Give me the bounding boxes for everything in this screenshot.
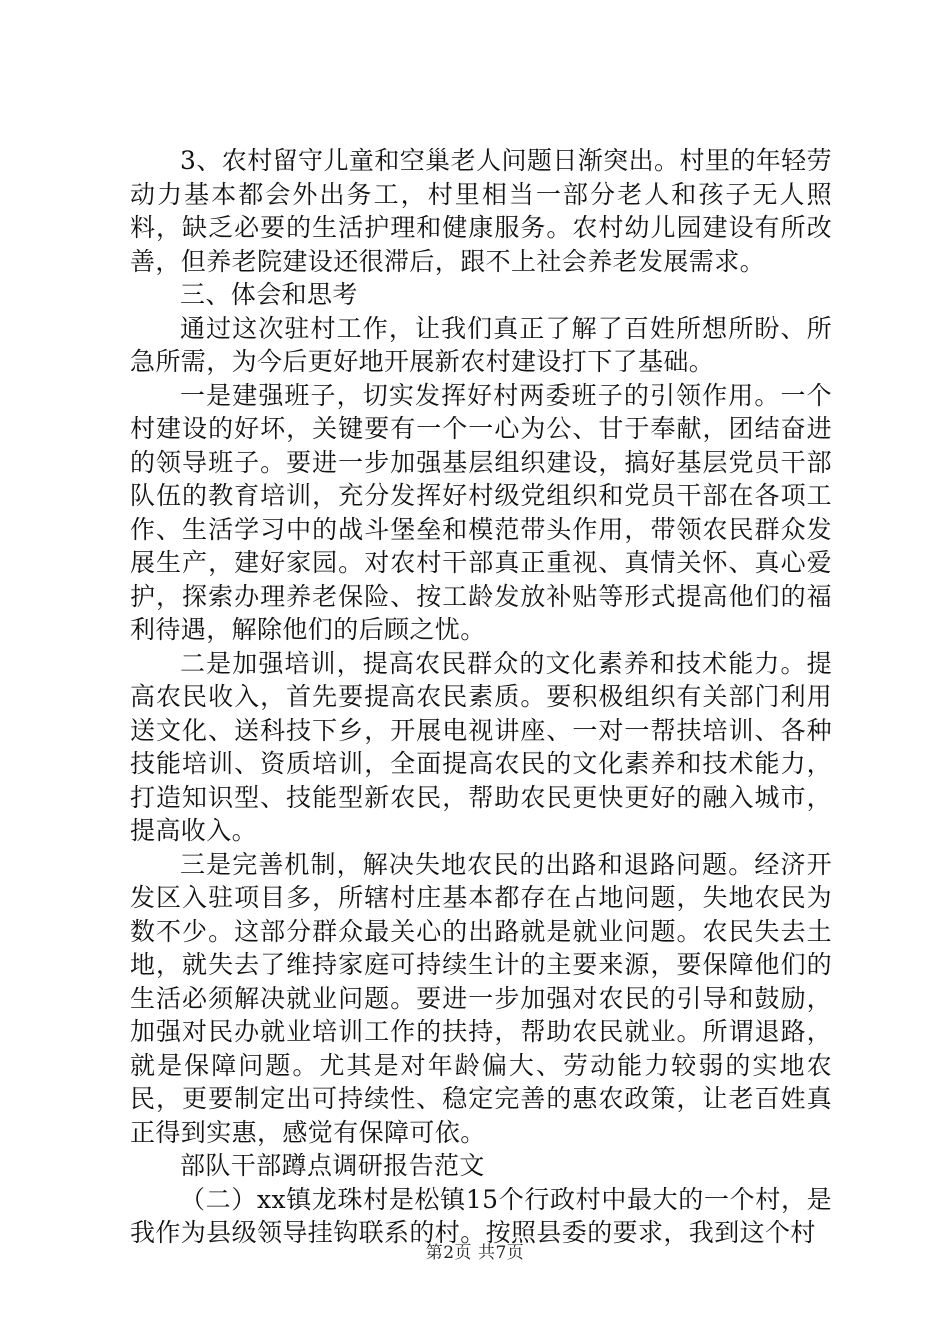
- document-body: [130, 144, 832, 1250]
- paragraph-improve-mechanism: 三是完善机制，解决失地农民的出路和退路问题。经济开发区入驻项目多，所辖村庄基本都存在占地问题，失地农民为数不少。这部分群众最关心的出路就是就业问题。农民失去土地，就失去了维持家庭可持续生计的主要来源，要保障他们的生活必须解决就业问题。要进一步加强对农民的引导和鼓励，加强对民办就业培训工作的扶持，帮助农民就业。所谓退路，就是保障问题。尤其是对年龄偏大、劳动能力较弱的实地农民，更要制定出可持续性、稳定完善的惠农政策，让老百姓真正得到实惠，感觉有保障可依。: [130, 849, 832, 1147]
- document-subtitle: 部队干部蹲点调研报告范文: [180, 1151, 485, 1180]
- section-heading-reflections: 三、体会和思考: [180, 280, 358, 309]
- paragraph-village-work: 通过这次驻村工作，让我们真正了解了百姓所想所盼、所急所需，为今后更好地开展新农村建设打下了基础。: [130, 313, 832, 376]
- page-footer: 第2页 共7页: [425, 1243, 525, 1263]
- paragraph-rural-left-behind: 3、农村留守儿童和空巢老人问题日渐突出。村里的年轻劳动力基本都会外出务工，村里相当一部分老人和孩子无人照料，缺乏必要的生活护理和健康服务。农村幼儿园建设有所改善，但养老院建设还很滞后，跟不上社会养老发展需求。: [130, 146, 832, 276]
- paragraph-longzhu-village: （二）xx镇龙珠村是松镇15个行政村中最大的一个村，是我作为县级领导挂钩联系的村。按照县委的要求，我到这个村: [130, 1184, 832, 1247]
- paragraph-strengthen-training: 二是加强培训，提高农民群众的文化素养和技术能力。提高农民收入，首先要提高农民素质。要积极组织有关部门利用送文化、送科技下乡，开展电视讲座、一对一帮扶培训、各种技能培训、资质培训，全面提高农民的文化素养和技术能力，打造知识型、技能型新农民，帮助农民更快更好的融入城市，提高收入。: [130, 648, 832, 845]
- paragraph-strengthen-leadership: 一是建强班子，切实发挥好村两委班子的引领作用。一个村建设的好坏，关键要有一个一心为公、甘于奉献，团结奋进的领导班子。要进一步加强基层组织建设，搞好基层党员干部队伍的教育培训，充分发挥好村级党组织和党员干部在各项工作、生活学习中的战斗堡垒和模范带头作用，带领农民群众发展生产，建好家园。对农村干部真正重视、真情关怀、真心爱护，探索办理养老保险、按工龄发放补贴等形式提高他们的福利待遇，解除他们的后顾之忧。: [130, 380, 832, 644]
